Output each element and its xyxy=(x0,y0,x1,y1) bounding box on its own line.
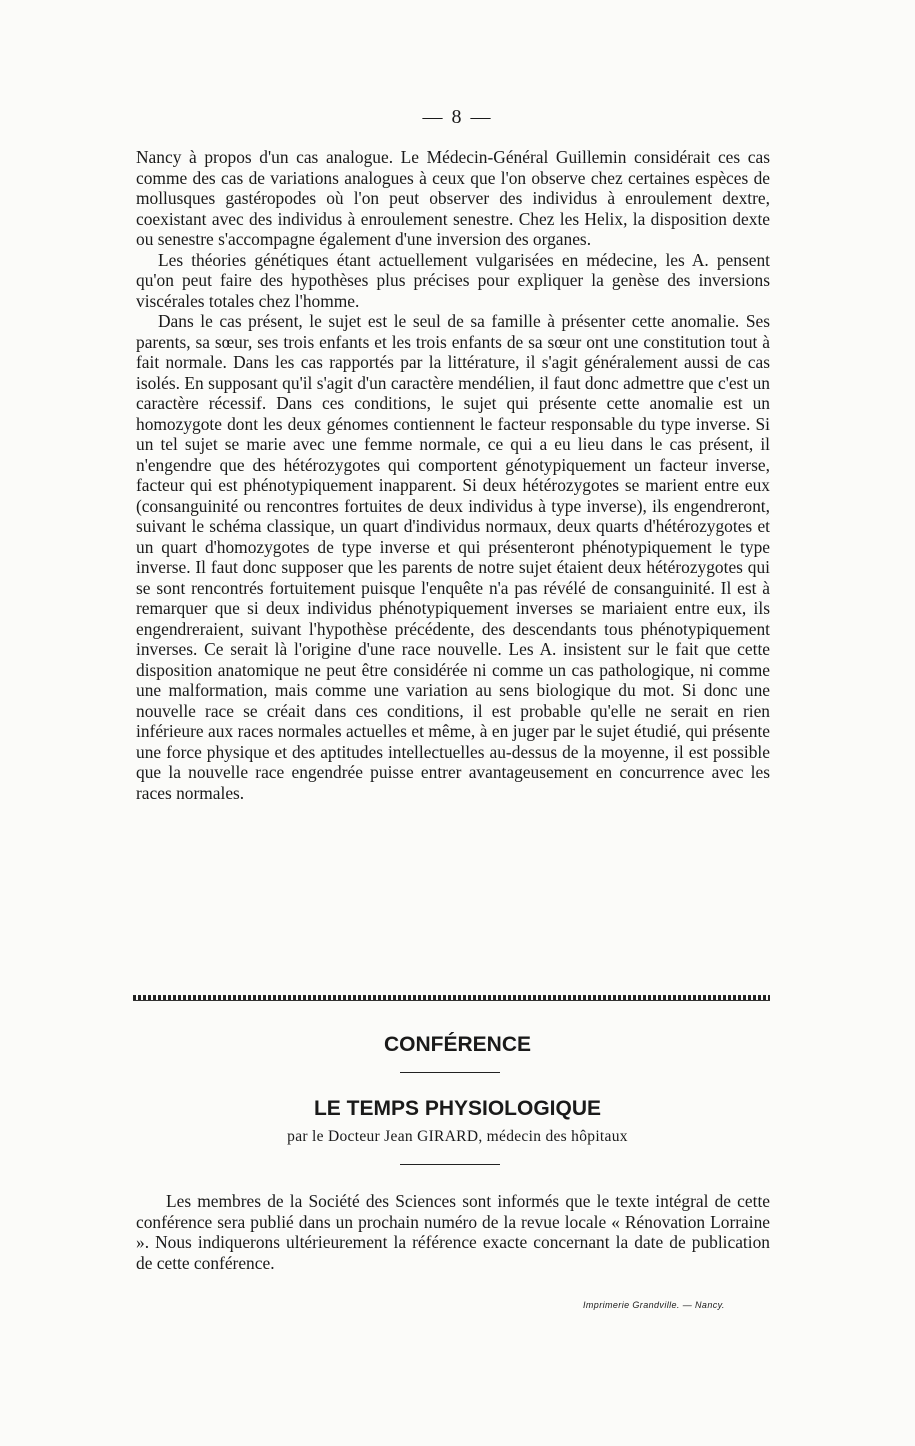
section-heading: CONFÉRENCE xyxy=(383,1033,531,1056)
article-title: LE TEMPS PHYSIOLOGIQUE xyxy=(313,1097,602,1120)
byline-rule xyxy=(400,1164,500,1165)
paragraph-2: Les théories génétiques étant actuellement vulgarisées en médecine, les A. pensent qu'on peut faire des hypothèses plus précises pour expliquer la genèse des inversions viscérales totales chez l'homme. xyxy=(136,249,770,311)
notice-paragraph: Les membres de la Société des Sciences sont informés que le texte intégral de cette conférence sera publié dans un prochain numéro de la revue locale « Rénovation Lorraine ». Nous indiquerons ultérieurement la référence exacte concernant la date de publication de cette conférence. xyxy=(136,1191,770,1273)
article-body xyxy=(136,147,770,803)
page-number: — 8 — xyxy=(422,106,493,128)
paragraph-3: Dans le cas présent, le sujet est le seul de sa famille à présenter cette anomalie. Ses parents, sa sœur, ses trois enfants et les trois enfants de sa sœur ont une constitution tout à fait normale. Dans les cas rapportés par la littérature, il s'agit généralement aussi de cas isolés. En supposant qu'il s'agit d'un caractère mendélien, il faut donc admettre que c'est un caractère récessif. Dans ces conditions, le sujet qui présente cette anomalie est un homozygote dont les deux génomes contiennent le facteur responsable du type inverse. Si un tel sujet se marie avec une femme normale, ce qui a eu lieu dans le cas présent, il n'engendre que des hétérozygotes qui comportent génotypiquement un facteur inverse, facteur qui est phénotypiquement inapparent. Si deux hétérozygotes se marient entre eux (consanguinité ou rencontres fortuites de deux individus à type inverse), ils engendreront, suivant le schéma classique, un quart d'individus normaux, deux quarts d'hétérozygotes et un quart d'homozygotes de type inverse et qui présenteront phénotypiquement le type inverse. Il faut donc supposer que les parents de notre sujet étaient deux hétérozygotes qui se sont rencontrés fortuitement puisque l'enquête n'a pas révélé de consanguinité. Il est à remarquer que si deux individus phénotypiquement inverses se mariaient entre eux, ils engendreraient, suivant l'hypothèse précédente, des descendants tous phénotypiquement inverses. Ce serait là l'origine d'une race nouvelle. Les A. insistent sur le fait que cette disposition anatomique ne peut être considérée ni comme un cas pathologique, ni comme une malformation, mais comme une variation au sens biologique du mot. Si donc une nouvelle race se créait dans ces conditions, il est probable qu'elle ne serait en rien inférieure aux races normales actuelles et même, à en juger par le sujet étudié, qui présente une force physique et des aptitudes intellectuelles au-dessus de la moyenne, il est possible que la nouvelle race engendrée puisse entrer avantageusement en concurrence avec les races normales. xyxy=(136,311,770,803)
heading-rule xyxy=(400,1072,500,1073)
printer-credit: Imprimerie Grandville. — Nancy. xyxy=(583,1300,725,1310)
conference-notice xyxy=(136,1191,770,1273)
byline: par le Docteur Jean GIRARD, médecin des hôpitaux xyxy=(287,1128,628,1145)
ornamental-divider xyxy=(133,995,770,1001)
paragraph-1: Nancy à propos d'un cas analogue. Le Médecin-Général Guillemin considérait ces cas comme des cas de variations analogues à ceux que l'on observe chez certaines espèces de mollusques gastéropodes où l'on peut observer des individus à enroulement dextre, coexistant avec des individus à enroulement senestre. Chez les Helix, la disposition dexte ou senestre s'accompagne également d'une inversion des organes. xyxy=(136,147,770,249)
